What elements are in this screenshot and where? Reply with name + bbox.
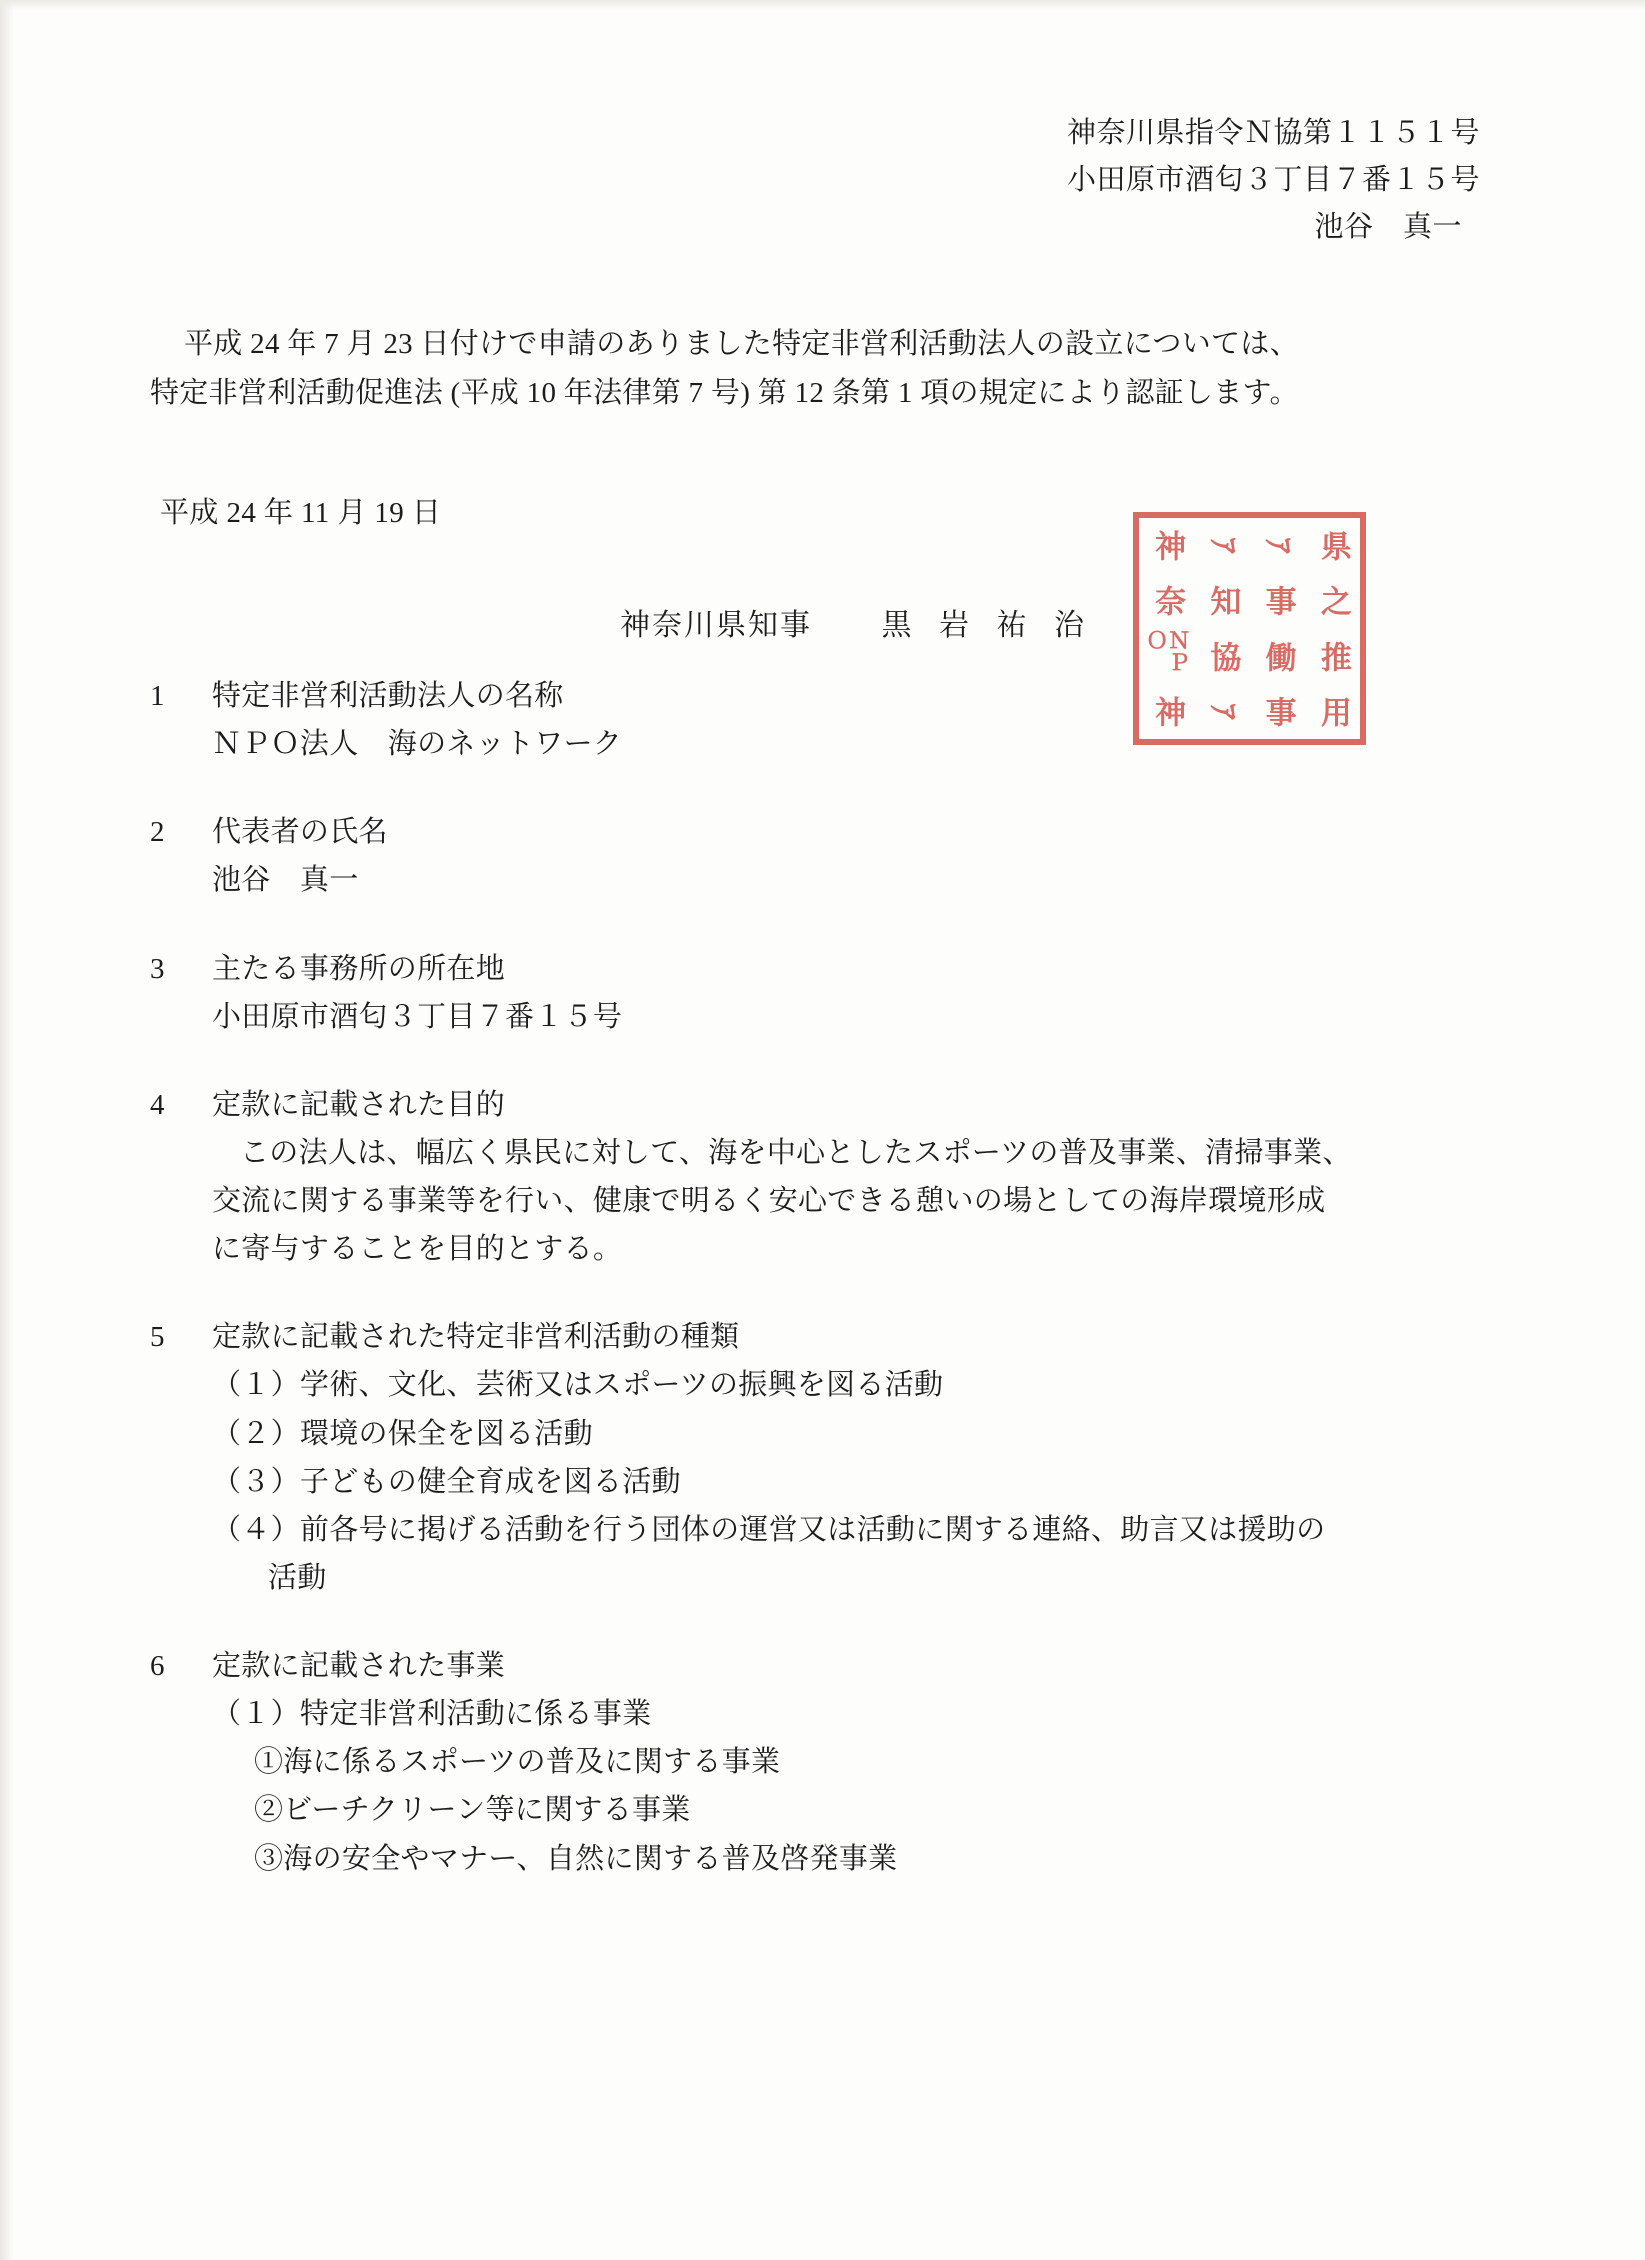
- item-body-line: 小田原市酒匂３丁目７番１５号: [212, 1000, 623, 1033]
- seal-char: 事: [1259, 585, 1296, 617]
- item-number: 5: [150, 1321, 165, 1354]
- item-sub-list: [150, 1690, 1510, 1738]
- item-number: 4: [150, 1088, 165, 1121]
- seal-char: 事: [1259, 695, 1296, 727]
- deep-item: ①海に係るスポーツの普及に関する事業: [254, 1746, 781, 1779]
- list-item: [150, 672, 1510, 768]
- item-number: 6: [150, 1650, 165, 1682]
- sub-item: （２）環境の保全を図る活動: [212, 1417, 593, 1450]
- item-number: 2: [150, 816, 165, 849]
- scan-edge-top: [0, 0, 1645, 10]
- item-title-row: [150, 808, 1510, 856]
- item-title: 特定非営利活動法人の名称: [212, 680, 564, 712]
- list-item: [150, 1313, 1510, 1602]
- item-title-row: [150, 1313, 1510, 1361]
- item-title: 代表者の氏名: [212, 816, 388, 849]
- seal-char: ｱ: [1204, 537, 1241, 554]
- list-item: [150, 1081, 1510, 1274]
- item-deep-list: [150, 1738, 1510, 1882]
- seal-char: 之: [1314, 585, 1351, 617]
- item-number: 3: [150, 952, 165, 985]
- signature-line: [620, 600, 1094, 644]
- item-body-line: ＮＰＯ法人 海のネットワーク: [212, 728, 623, 761]
- seal-char: 奈: [1149, 585, 1186, 617]
- item-title: 主たる事務所の所在地: [212, 952, 506, 985]
- item-body-line: に寄与することを目的とする。: [212, 1233, 623, 1266]
- list-item: [150, 1642, 1510, 1883]
- sub-item: （１）学術、文化、芸術又はスポーツの振興を図る活動: [212, 1369, 944, 1402]
- certification-paragraph: [150, 320, 1480, 417]
- signatory-title: 神奈川県知事: [620, 609, 812, 642]
- item-title-row: [150, 945, 1510, 993]
- list-item: [150, 808, 1510, 904]
- seal-char: 知: [1204, 585, 1241, 617]
- deep-item: ③海の安全やマナー、自然に関する普及啓発事業: [254, 1842, 898, 1875]
- item-title-row: [150, 1642, 1510, 1690]
- sub-item: （１）特定非営利活動に係る事業: [212, 1698, 652, 1731]
- item-title-row: [150, 672, 1510, 720]
- item-title: 定款に記載された目的: [212, 1088, 506, 1121]
- recipient-address: 小田原市酒匂３丁目７番１５号: [1066, 163, 1480, 196]
- item-title: 定款に記載された特定非営利活動の種類: [212, 1321, 740, 1354]
- signatory-name: 黒 岩 祐 治: [881, 609, 1094, 642]
- item-body: [150, 720, 1510, 768]
- seal-char: 用: [1314, 695, 1351, 727]
- items-list: [150, 672, 1510, 1923]
- document-header: [1067, 110, 1480, 251]
- item-body: [150, 993, 1510, 1041]
- item-title: 定款に記載された事業: [212, 1650, 506, 1682]
- item-number: 1: [150, 680, 165, 712]
- item-body-line: 池谷 真一: [212, 864, 359, 897]
- item-title-row: [150, 1081, 1510, 1129]
- item-sub-list: [150, 1361, 1510, 1602]
- seal-char: ＮＰＯ: [1142, 628, 1191, 673]
- list-item: [150, 945, 1510, 1041]
- certification-paragraph-line-1: 平成 24 年 7 月 23 日付けで申請のありました特定非営利活動法人の設立については、: [184, 328, 1299, 360]
- sub-item: （３）子どもの健全育成を図る活動: [212, 1465, 681, 1498]
- seal-char: 推: [1314, 640, 1351, 672]
- seal-char: 働: [1259, 640, 1296, 672]
- deep-item: ②ビーチクリーン等に関する事業: [254, 1794, 691, 1827]
- recipient-name: 池谷 真一: [1314, 210, 1462, 243]
- scan-edge-left: [0, 0, 14, 2260]
- seal-char: 協: [1204, 640, 1241, 672]
- sub-item-continuation: 活動: [268, 1561, 327, 1594]
- item-body: [150, 856, 1510, 904]
- item-body: [150, 1129, 1510, 1273]
- item-body-line: 交流に関する事業等を行い、健康で明るく安心できる憩いの場としての海岸環境形成: [212, 1185, 1326, 1217]
- certification-paragraph-line-2: 特定非営利活動促進法 (平成 10 年法律第 7 号) 第 12 条第 1 項の規定により認証します。: [150, 376, 1299, 409]
- item-body-line: この法人は、幅広く県民に対して、海を中心としたスポーツの普及事業、清掃事業、: [240, 1136, 1352, 1169]
- seal-char: 神: [1149, 695, 1186, 727]
- seal-char: ｱ: [1259, 537, 1296, 554]
- seal-char: ｱ: [1204, 703, 1241, 720]
- issue-date: 平成 24 年 11 月 19 日: [160, 497, 442, 529]
- document-number: 神奈川県指令Ｎ協第１１５１号: [1066, 117, 1480, 149]
- seal-char: 県: [1314, 530, 1351, 562]
- sub-item: （４）前各号に掲げる活動を行う団体の運営又は活動に関する連絡、助言又は援助の: [212, 1513, 1326, 1546]
- seal-char: 神: [1149, 530, 1186, 562]
